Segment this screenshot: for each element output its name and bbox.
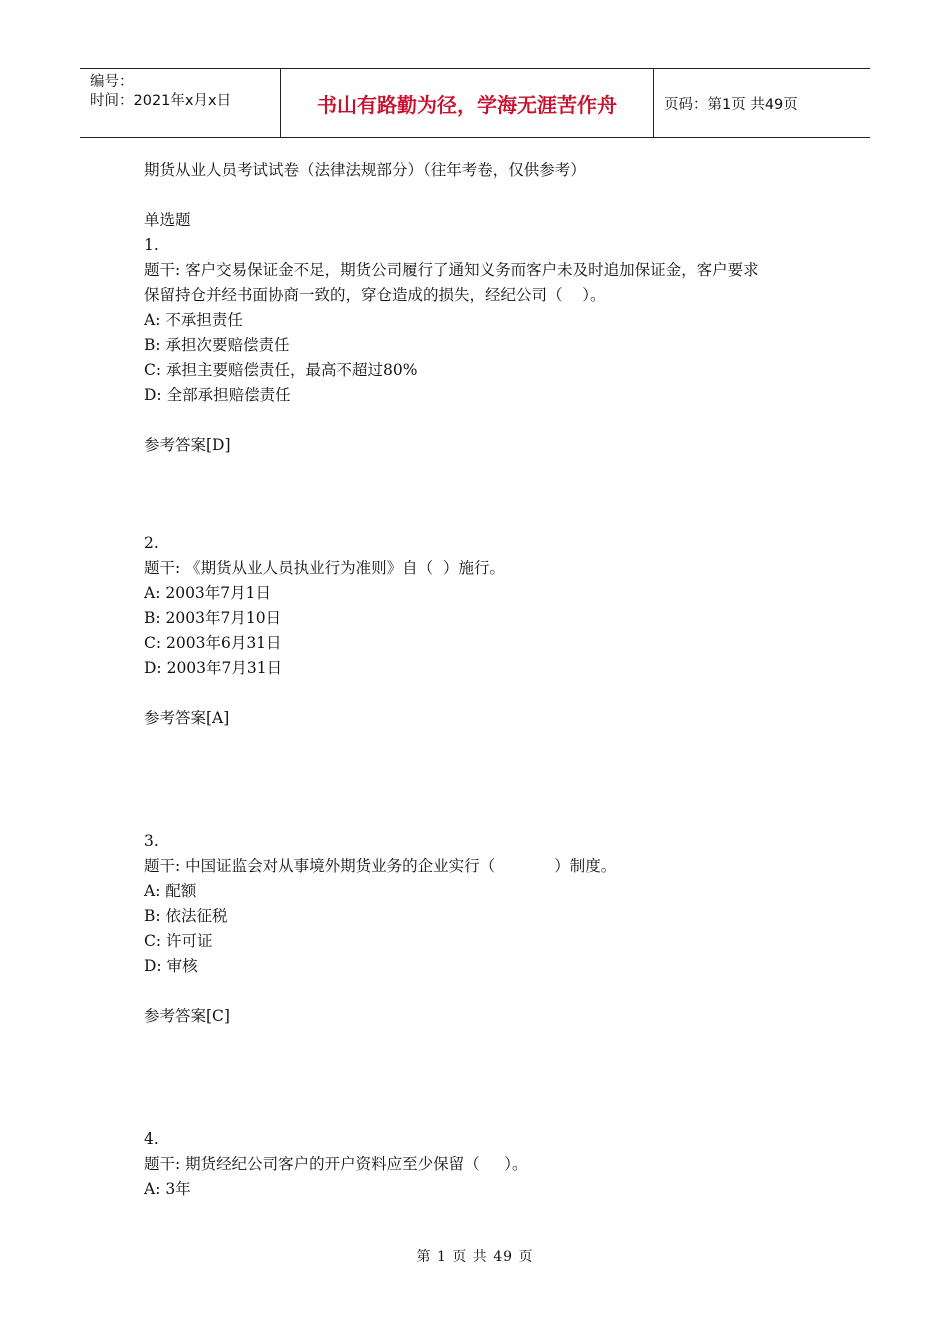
- header-page-info: 页码：第1页 共49页: [664, 96, 798, 113]
- question-stem: 题干: 中国证监会对从事境外期货业务的企业实行（ ）制度。: [144, 857, 617, 875]
- question-stem: 题干: 期货经纪公司客户的开户资料应至少保留（ ）。: [144, 1155, 528, 1173]
- page-footer: [0, 1246, 950, 1266]
- section-heading: 单选题: [144, 211, 191, 229]
- question-3: [144, 829, 824, 1127]
- option-c: C: 承担主要赔偿责任，最高不超过80%: [144, 361, 418, 379]
- page-header: [80, 68, 870, 138]
- option-b: B: 依法征税: [144, 907, 228, 925]
- question-number: 4.: [144, 1130, 159, 1148]
- question-2: [144, 531, 824, 829]
- question-number: 3.: [144, 832, 159, 850]
- question-1: [144, 233, 824, 531]
- document-title: 期货从业人员考试试卷（法律法规部分）（往年考卷，仅供参考）: [144, 161, 586, 179]
- question-stem: 题干: 客户交易保证金不足，期货公司履行了通知义务而客户未及时追加保证金，客户要求: [144, 261, 759, 279]
- question-stem: 保留持仓并经书面协商一致的，穿仓造成的损失，经纪公司（ ）。: [144, 286, 606, 304]
- question-stem: 题干: 《期货从业人员执业行为准则》自（ ）施行。: [144, 559, 506, 577]
- option-d: D: 2003年7月31日: [144, 659, 283, 677]
- answer: 参考答案[D]: [144, 436, 231, 454]
- document-body: [144, 158, 824, 1202]
- option-a: A: 不承担责任: [144, 311, 243, 329]
- question-number: 1.: [144, 236, 159, 254]
- header-motto: 书山有路勤为径，学海无涯苦作舟: [280, 69, 654, 137]
- option-d: D: 审核: [144, 957, 198, 975]
- question-4: [144, 1127, 824, 1202]
- option-a: A: 2003年7月1日: [144, 584, 272, 602]
- number-label: 编号：: [90, 74, 134, 90]
- footer-page-number: 第 1 页 共 49 页: [416, 1249, 534, 1265]
- option-d: D: 全部承担赔偿责任: [144, 386, 291, 404]
- option-a: A: 3年: [144, 1180, 191, 1198]
- answer: 参考答案[A]: [144, 709, 230, 727]
- answer: 参考答案[C]: [144, 1007, 230, 1025]
- option-a: A: 配额: [144, 882, 197, 900]
- option-c: C: 2003年6月31日: [144, 634, 282, 652]
- option-b: B: 2003年7月10日: [144, 609, 282, 627]
- option-b: B: 承担次要赔偿责任: [144, 336, 290, 354]
- question-number: 2.: [144, 534, 159, 552]
- header-meta: [80, 69, 280, 137]
- time-label: 时间：2021年x月x日: [90, 93, 232, 109]
- option-c: C: 许可证: [144, 932, 213, 950]
